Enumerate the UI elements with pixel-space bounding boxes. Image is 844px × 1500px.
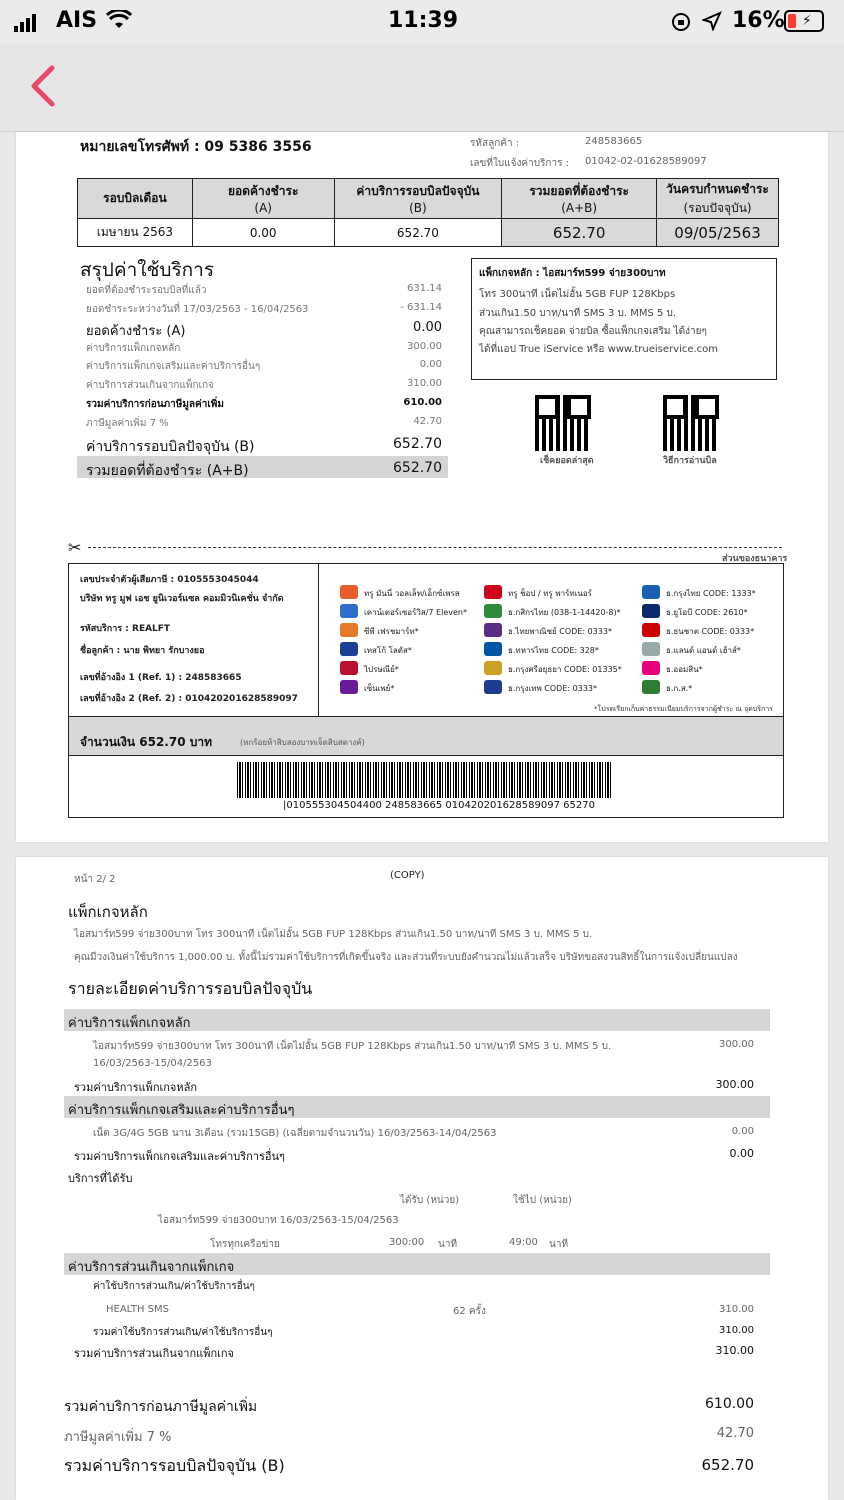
section-total-label: รวมค่าบริการส่วนเกินจากแพ็กเกจ xyxy=(74,1347,235,1360)
package-line: คุณสามารถเช็คยอด จ่ายบิล ซื้อแพ็กเกจเสริม ได้ง่ายๆ xyxy=(479,326,707,337)
package-title: แพ็กเกจหลัก : ไอสมาร์ท599 จ่าย300บาท xyxy=(479,268,666,279)
pre-vat-label: รวมค่าบริการก่อนภาษีมูลค่าเพิ่ม xyxy=(64,1399,258,1415)
battery-icon: ⚡ xyxy=(784,10,824,32)
payment-channel: ธ.กรุงศรีอยุธยา CODE: 01335* xyxy=(508,665,622,674)
summary-row-value: 652.70 xyxy=(393,436,442,452)
payment-channel: ธ.ออมสิน* xyxy=(666,665,703,674)
table-header: ยอดค้างชำระ (A) xyxy=(192,179,334,219)
summary-row-value: 0.00 xyxy=(413,320,442,335)
table-cell: 652.70 xyxy=(502,219,657,247)
page-number: หน้า 2/ 2 xyxy=(74,874,116,885)
customer-name: ชื่อลูกค้า : นาย พิทยา รักบางยอ xyxy=(80,646,205,656)
summary-row-value: 652.70 xyxy=(393,460,442,476)
package-description: ไอสมาร์ท599 จ่าย300บาท โทร 300นาที เน็ตไม่อั้น 5GB FUP 128Kbps ส่วนเกิน1.50 บาท/นาที SMS 3 บ. MMS 5 บ. xyxy=(74,929,593,940)
payment-channel: เทสโก้ โลตัส* xyxy=(364,646,412,655)
received-service: โทรทุกเครือข่าย xyxy=(210,1239,280,1250)
barcode-number: |010555304504400 248583665 010420201628589097 65270 xyxy=(283,800,595,811)
payment-channel: ธ.กรุงเทพ CODE: 0333* xyxy=(508,684,597,693)
table-header: รอบบิลเดือน xyxy=(78,179,193,219)
used-unit: นาที xyxy=(549,1239,569,1250)
table-cell: 0.00 xyxy=(192,219,334,247)
qr-caption-left: เช็คยอดล่าสุด xyxy=(540,456,594,466)
package-line: โทร 300นาที เน็ตไม่อั้น 5GB FUP 128Kbps xyxy=(479,289,676,300)
cut-line xyxy=(88,547,782,548)
payment-channel-logo xyxy=(484,642,502,656)
vat-label: ภาษีมูลค่าเพิ่ม 7 % xyxy=(64,1430,172,1445)
payment-channel-logo xyxy=(642,661,660,675)
payment-channel: ธ.แลนด์ แอนด์ เฮ้าส์* xyxy=(666,646,741,655)
payment-channel-logo xyxy=(642,623,660,637)
line-item-value: 0.00 xyxy=(731,1126,754,1137)
line-item-value: 300.00 xyxy=(719,1039,754,1050)
summary-row-label: รวมยอดที่ต้องชำระ (A+B) xyxy=(86,463,249,479)
scissors-icon: ✂ xyxy=(68,538,82,557)
ref-2: เลขที่อ้างอิง 2 (Ref. 2) : 010420201628589097 xyxy=(80,694,298,704)
copy-label: (COPY) xyxy=(390,870,425,881)
summary-row-value: 0.00 xyxy=(419,359,442,370)
line-item: HEALTH SMS xyxy=(106,1304,170,1315)
payment-channel-logo xyxy=(340,661,358,675)
qr-code-balance[interactable] xyxy=(535,395,591,451)
nav-bar xyxy=(0,44,844,132)
summary-title: สรุปค่าใช้บริการ xyxy=(80,259,215,281)
section-total-label: รวมค่าบริการแพ็กเกจหลัก xyxy=(74,1081,198,1094)
line-item: ไอสมาร์ท599 จ่าย300บาท โทร 300นาที เน็ตไม่อั้น 5GB FUP 128Kbps ส่วนเกิน1.50 บาท/นาที SMS 3 บ. MMS 5 บ. xyxy=(93,1041,612,1052)
qr-caption-right: วิธีการอ่านบิล xyxy=(663,456,717,466)
payment-channel-logo xyxy=(340,585,358,599)
summary-row-label: ยอดที่ต้องชำระรอบบิลที่แล้ว xyxy=(86,285,207,296)
line-item-count: 62 ครั้ง xyxy=(453,1306,486,1317)
payment-channel-logo xyxy=(642,642,660,656)
payment-channel-logo xyxy=(340,604,358,618)
detail-heading: รายละเอียดค่าบริการรอบบิลปัจจุบัน xyxy=(68,979,313,998)
payment-channel-logo xyxy=(642,604,660,618)
pre-vat-value: 610.00 xyxy=(705,1396,754,1412)
received-unit: นาที xyxy=(438,1239,458,1250)
table-header: ค่าบริการรอบบิลปัจจุบัน (B) xyxy=(334,179,502,219)
received-amount: 300:00 xyxy=(389,1237,425,1248)
package-line: ได้ที่แอป True iService หรือ www.trueiservice.com xyxy=(479,344,719,355)
customer-code-label: รหัสลูกค้า : xyxy=(470,138,520,149)
summary-row-label: ค่าบริการแพ็กเกจหลัก xyxy=(86,343,181,354)
payment-channel-logo xyxy=(340,623,358,637)
payment-channel: ธ.ก.ส.* xyxy=(666,684,693,693)
payment-barcode xyxy=(237,762,611,798)
fee-note: *โปรดเรียกเก็บค่าธรรมเนียมบริการจากผู้ชำระ ณ จุดบริการ xyxy=(594,705,773,713)
received-package: ไอสมาร์ท599 จ่าย300บาท 16/03/2563-15/04/2563 xyxy=(158,1215,399,1226)
credit-limit-note: คุณมีวงเงินค่าใช้บริการ 1,000.00 บ. ทั้งนี้ไม่รวมค่าใช้บริการที่เกิดขึ้นจริง และส่วนที่ระบบยังคำนวณไม่แล้วเสร็จ บริษัทขอสงวนสิทธิ์ในการแจ้งเปลี่ยนแปลง xyxy=(74,952,738,963)
section-total: 0.00 xyxy=(729,1147,754,1160)
clock-time: 11:39 xyxy=(388,8,459,33)
summary-row-value: - 631.14 xyxy=(400,302,442,313)
company-name: บริษัท ทรู มูฟ เอช ยูนิเวอร์แซล คอมมิวนิเคชั่น จำกัด xyxy=(80,594,284,604)
package-line: ส่วนเกิน1.50 บาท/นาที SMS 3 บ. MMS 5 บ. xyxy=(479,308,677,319)
amount-text: จำนวนเงิน 652.70 บาท xyxy=(80,735,213,749)
line-item: เน็ต 3G/4G 5GB นาน 3เดือน (รวม15GB) (เฉลี่ยตามจำนวนวัน) 16/03/2563-14/04/2563 xyxy=(93,1128,497,1139)
battery-percent: 16% xyxy=(732,8,785,33)
phone-number: หมายเลขโทรศัพท์ : 09 5386 3556 xyxy=(80,139,312,155)
customer-code-value: 248583665 xyxy=(585,136,643,147)
section-total-label: รวมค่าบริการแพ็กเกจเสริมและค่าบริการอื่นๆ xyxy=(74,1150,285,1163)
payment-channel: ธ.ทหารไทย CODE: 328* xyxy=(508,646,599,655)
summary-row-value: 310.00 xyxy=(407,378,442,389)
payment-channel: ซีพี เฟรชมาร์ท* xyxy=(364,627,419,636)
payment-channel-logo xyxy=(484,585,502,599)
payment-channel-logo xyxy=(340,642,358,656)
service-code: รหัสบริการ : REALFT xyxy=(80,624,171,634)
orientation-lock-icon xyxy=(670,11,692,33)
bank-copy-label: ส่วนของธนาคาร xyxy=(722,554,788,564)
payment-channel-logo xyxy=(642,585,660,599)
current-total-value: 652.70 xyxy=(701,1456,754,1474)
summary-row-label: ภาษีมูลค่าเพิ่ม 7 % xyxy=(86,418,169,429)
payment-channel: ธ.ธนชาต CODE: 0333* xyxy=(666,627,755,636)
payment-channel: ทรู มันนี่ วอลเล็ท/เอ็กซ์เพรส xyxy=(364,589,460,598)
payment-channel: เคาน์เตอร์เซอร์วิส/7 Eleven* xyxy=(364,608,467,617)
line-item-date: 16/03/2563-15/04/2563 xyxy=(93,1058,212,1069)
payment-channel: ทรู ช็อป / ทรู พาร์ทเนอร์ xyxy=(508,589,592,598)
payment-channel: เซ็นเพย์* xyxy=(364,684,395,693)
received-heading: บริการที่ได้รับ xyxy=(68,1172,133,1185)
payment-channel-logo xyxy=(642,680,660,694)
payment-channel: ไปรษณีย์* xyxy=(364,665,399,674)
subsection-total: 310.00 xyxy=(719,1325,754,1336)
used-amount: 49:00 xyxy=(509,1237,538,1248)
summary-row-label: ค่าบริการรอบบิลปัจจุบัน (B) xyxy=(86,439,255,455)
summary-row-value: 42.70 xyxy=(413,416,442,427)
summary-row-label: ค่าบริการส่วนเกินจากแพ็กเกจ xyxy=(86,380,214,391)
section-title: ค่าบริการแพ็กเกจหลัก xyxy=(68,1016,191,1031)
col-received: ได้รับ (หน่วย) xyxy=(400,1195,460,1206)
section-total: 300.00 xyxy=(715,1078,754,1091)
package-heading: แพ็กเกจหลัก xyxy=(68,903,148,921)
table-cell: เมษายน 2563 xyxy=(78,219,193,247)
ref-1: เลขที่อ้างอิง 1 (Ref. 1) : 248583665 xyxy=(80,673,242,683)
wifi-icon xyxy=(106,10,132,30)
subsection-total-label: รวมค่าใช้บริการส่วนเกิน/ค่าใช้บริการอื่นๆ xyxy=(93,1327,273,1338)
summary-row-value: 300.00 xyxy=(407,341,442,352)
payment-channel: ธ.กรุงไทย CODE: 1333* xyxy=(666,589,756,598)
carrier-name: AIS xyxy=(56,8,98,33)
table-header: รวมยอดที่ต้องชำระ (A+B) xyxy=(502,179,657,219)
section-total: 310.00 xyxy=(715,1344,754,1357)
payment-channel-logo xyxy=(484,680,502,694)
payment-channel-logo xyxy=(340,680,358,694)
vat-value: 42.70 xyxy=(716,1426,754,1441)
table-cell: 09/05/2563 xyxy=(657,219,779,247)
bill-number-label: เลขที่ใบแจ้งค่าบริการ : xyxy=(470,158,570,169)
payment-channel: ธ.ไทยพาณิชย์ CODE: 0333* xyxy=(508,627,612,636)
tax-id: เลขประจำตัวผู้เสียภาษี : 0105553045044 xyxy=(80,575,259,585)
signal-icon xyxy=(14,14,36,32)
summary-row-value: 610.00 xyxy=(403,397,442,408)
line-item-value: 310.00 xyxy=(719,1304,754,1315)
section-title: ค่าบริการส่วนเกินจากแพ็กเกจ xyxy=(68,1260,235,1275)
summary-row-label: รวมค่าบริการก่อนภาษีมูลค่าเพิ่ม xyxy=(86,399,224,410)
status-bar xyxy=(0,0,844,44)
section-title: ค่าบริการแพ็กเกจเสริมและค่าบริการอื่นๆ xyxy=(68,1103,295,1118)
payment-channel: ธ.กสิกรไทย (038-1-14420-8)* xyxy=(508,608,621,617)
table-header: วันครบกำหนดชำระ (รอบปัจจุบัน) xyxy=(657,179,779,219)
payment-channel-logo xyxy=(484,604,502,618)
slip-divider xyxy=(318,564,319,716)
current-total-label: รวมค่าบริการรอบบิลปัจจุบัน (B) xyxy=(64,1456,285,1475)
summary-row-label: ค่าบริการแพ็กเกจเสริมและค่าบริการอื่นๆ xyxy=(86,361,261,372)
subsection-title: ค่าใช้บริการส่วนเกิน/ค่าใช้บริการอื่นๆ xyxy=(93,1281,255,1292)
payment-channel-logo xyxy=(484,661,502,675)
back-button[interactable] xyxy=(26,64,60,108)
summary-row-label: ยอดค้างชำระ (A) xyxy=(86,324,186,339)
bill-summary-table xyxy=(77,178,779,247)
col-used: ใช้ไป (หน่วย) xyxy=(513,1195,572,1206)
summary-row-value: 631.14 xyxy=(407,283,442,294)
bill-number-value: 01042-02-01628589097 xyxy=(585,156,707,167)
payment-channel: ธ.ยูโอบี CODE: 2610* xyxy=(666,608,748,617)
location-arrow-icon xyxy=(702,11,722,31)
amount-words: (หกร้อยห้าสิบสองบาทเจ็ดสิบสตางค์) xyxy=(240,738,365,747)
qr-code-howto[interactable] xyxy=(663,395,719,451)
summary-row-label: ยอดชำระระหว่างวันที่ 17/03/2563 - 16/04/2563 xyxy=(86,304,309,315)
table-cell: 652.70 xyxy=(334,219,502,247)
payment-channel-logo xyxy=(484,623,502,637)
